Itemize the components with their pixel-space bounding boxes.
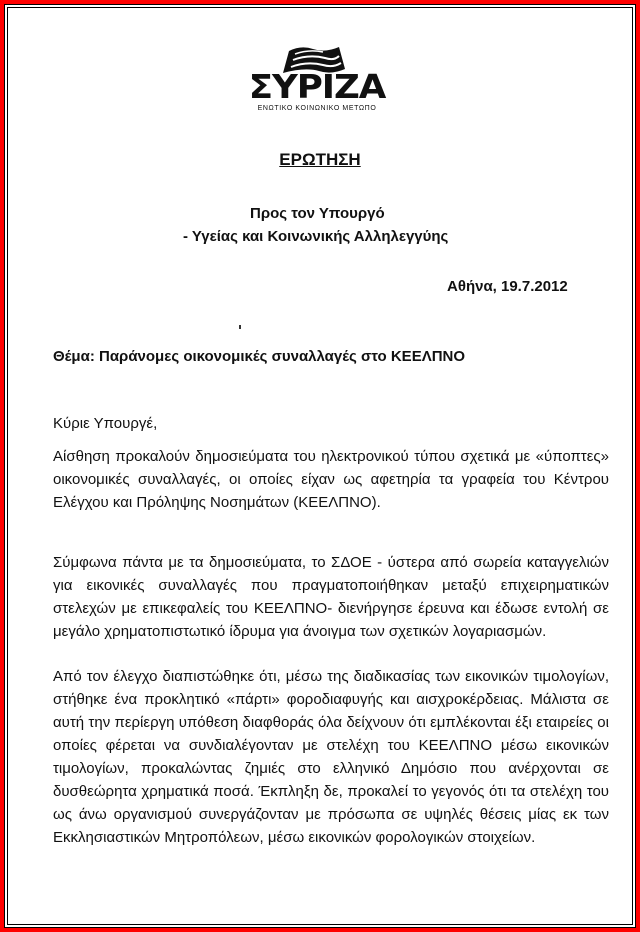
paragraph-3 — [53, 665, 609, 849]
paragraph-text: Σύμφωνα πάντα με τα δημοσιεύματα, το ΣΔΟΕ - ύστερα από σωρεία καταγγελιών για εικονικές συναλλαγές που πραγματοποιήθηκαν μεταξύ επιχειρηματικών στελεχών με επικεφαλείς του ΚΕΕΛΠΝΟ- διενήργησε έρευνα και έδωσε εντολή σε μεγάλο χρηματοπιστωτικό ίδρυμα για άνοιγμα των σχετικών λογαριασμών. — [53, 554, 609, 640]
syriza-logo — [241, 41, 391, 119]
document-page — [5, 5, 635, 927]
recipient-line-2: - Υγείας και Κοινωνικής Αλληλεγγύης — [183, 228, 449, 245]
salutation: Κύριε Υπουργέ, — [53, 415, 158, 432]
scan-speck — [239, 325, 241, 329]
logo-subtitle: ΕΝΩΤΙΚΟ ΚΟΙΝΩΝΙΚΟ ΜΕΤΩΠΟ — [257, 105, 377, 112]
document-date: Αθήνα, 19.7.2012 — [447, 278, 568, 295]
logo-wordmark: ΣΥΡΙΖΑ — [248, 67, 386, 106]
document-title: ΕΡΩΤΗΣΗ — [279, 150, 361, 169]
page-frame — [4, 4, 636, 928]
paragraph-text: Αίσθηση προκαλούν δημοσιεύματα του ηλεκτρονικού τύπου σχετικά με «ύποπτες» οικονομικές συναλλαγές, οι οποίες είχαν ως αφετηρία τα γραφεία του Κέντρου Ελέγχου και Πρόληψης Νοσημάτων (ΚΕΕΛΠΝΟ). — [53, 448, 609, 511]
document-subject: Θέμα: Παράνομες οικονομικές συναλλαγές στο ΚΕΕΛΠΝΟ — [53, 348, 466, 365]
paragraph-text: Από τον έλεγχο διαπιστώθηκε ότι, μέσω της διαδικασίας των εικονικών τιμολογίων, στήθηκε ένα προκλητικό «πάρτι» φοροδιαφυγής και αισχροκέρδειας. Μάλιστα σε αυτή την περίεργη υπόθεση διαφθοράς όλα δείχνουν ότι εμπλέκονται έξι εταιρείες οι οποίες φέρεται να συνδιαλέγονταν με στελέχη του ΚΕΕΛΠΝΟ μέσω εικονικών τιμολογίων, προκαλώντας ζημιές στο ελληνικό Δημόσιο που ανέρχονται σε δυσθεώρητα χρηματικά ποσά. Έκπληξη δε, προκαλεί το γεγονός ότι τα στελέχη του ως άνω οργανισμού συνεργάζονταν με πρόσωπα σε υψηλές θέσεις μίας εκ των Εκκλησιαστικών Μητροπόλεων, μέσω εικονικών φορολογικών στοιχείων. — [53, 668, 609, 846]
recipient-line-1: Προς τον Υπουργό — [250, 205, 385, 222]
paragraph-2 — [53, 551, 609, 643]
paragraph-1 — [53, 445, 609, 514]
